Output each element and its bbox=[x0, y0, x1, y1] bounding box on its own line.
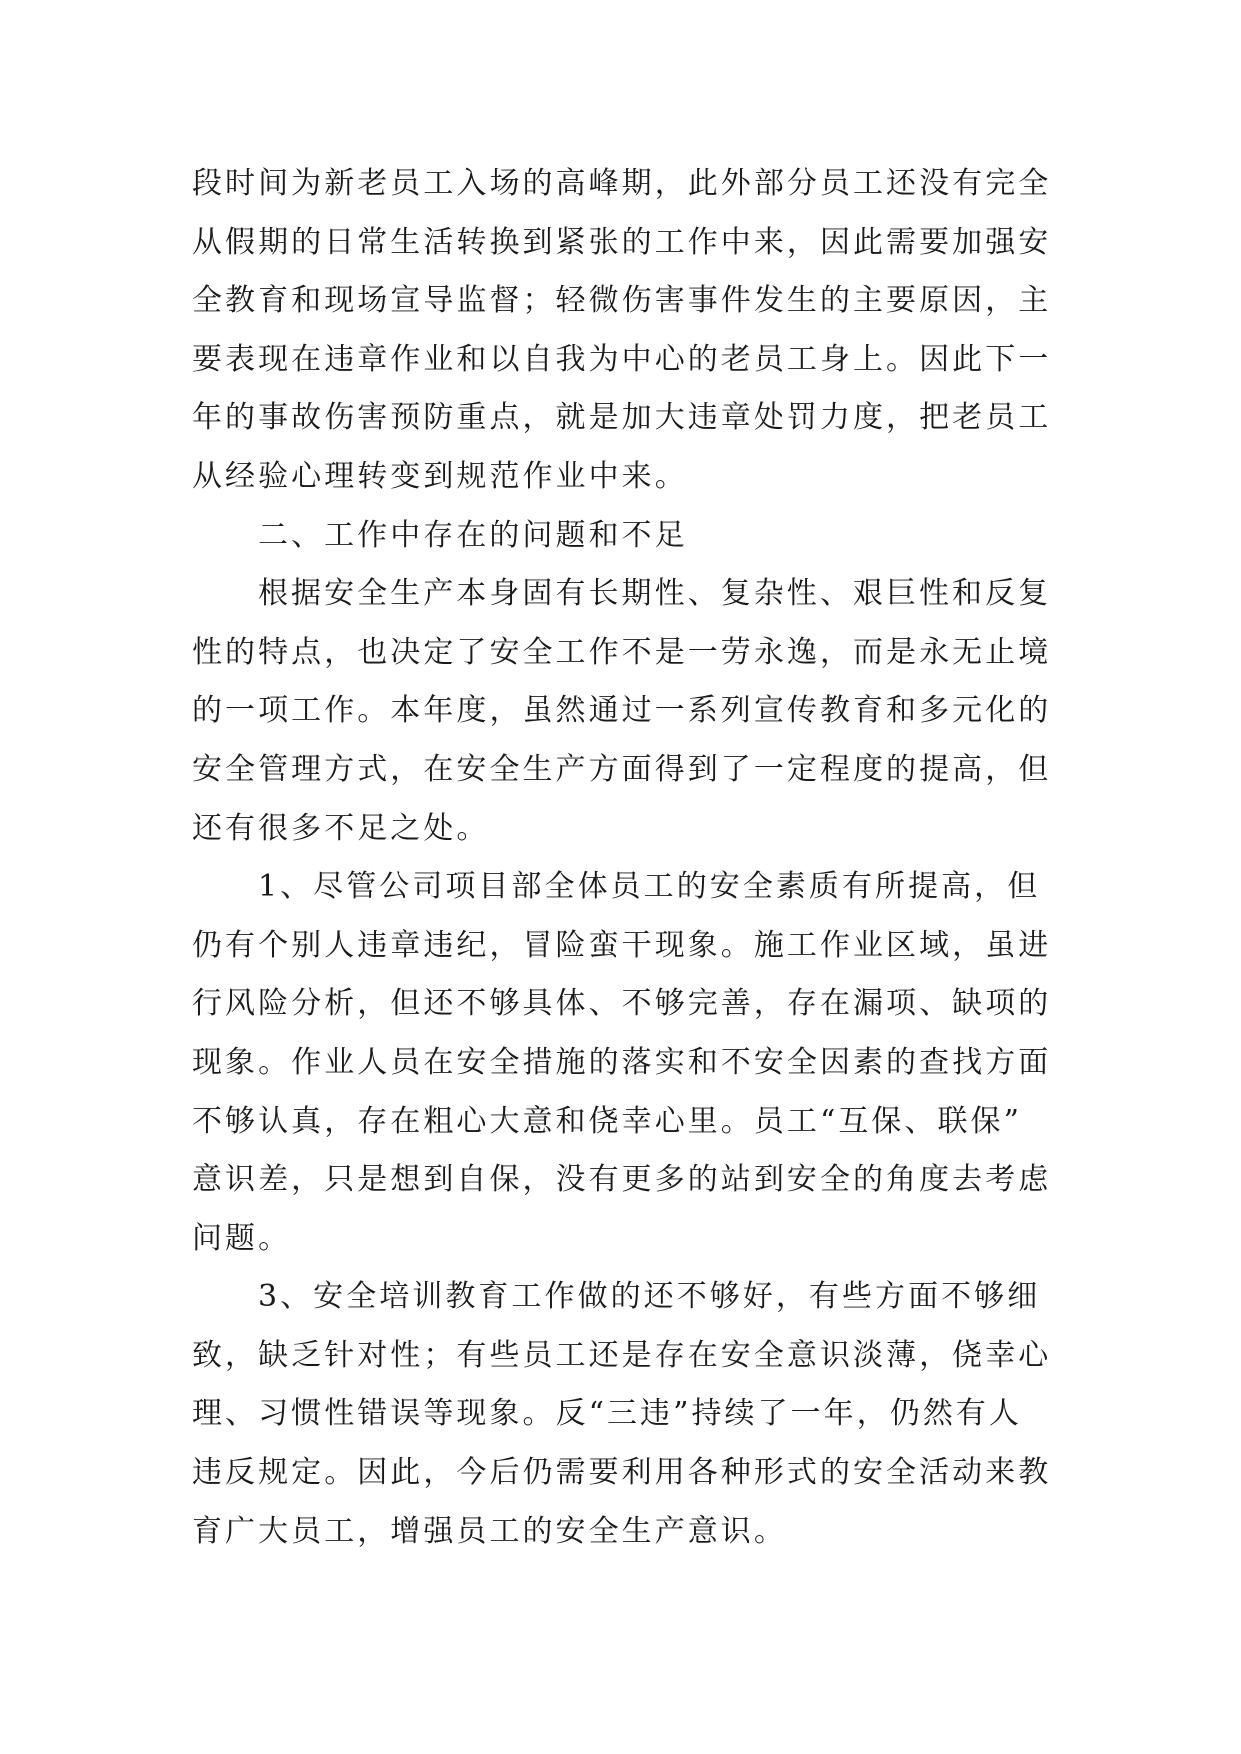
text-line: 违反规定。因此，今后仍需要利用各种形式的安全活动来教 bbox=[192, 1455, 1052, 1491]
text-line: 的一项工作。本年度，虽然通过一系列宣传教育和多元化的 bbox=[192, 693, 1052, 729]
text-line: 问题。 bbox=[192, 1220, 292, 1256]
text-line: 段时间为新老员工入场的高峰期，此外部分员工还没有完全 bbox=[192, 166, 1052, 201]
text-line: 意识差，只是想到自保，没有更多的站到安全的角度去考虑 bbox=[192, 1162, 1052, 1198]
text-line: 从经验心理转变到规范作业中来。 bbox=[192, 458, 688, 494]
text-line: 致，缺乏针对性；有些员工还是存在安全意识淡薄，侥幸心 bbox=[192, 1337, 1052, 1373]
text-line: 仍有个别人违章违纪，冒险蛮干现象。施工作业区域，虽进 bbox=[192, 927, 1052, 963]
text-line: 1、尽管公司项目部全体员工的安全素质有所提高，但 bbox=[258, 869, 1041, 905]
text-line: 3、安全培训教育工作做的还不够好，有些方面不够细 bbox=[258, 1279, 1041, 1315]
text-line: 根据安全生产本身固有长期性、复杂性、艰巨性和反复 bbox=[258, 576, 1052, 612]
text-line: 现象。作业人员在安全措施的落实和不安全因素的查找方面 bbox=[192, 1044, 1052, 1080]
text-line: 从假期的日常生活转换到紧张的工作中来，因此需要加强安 bbox=[192, 224, 1052, 260]
text-line: 不够认真，存在粗心大意和侥幸心里。员工“互保、联保” bbox=[192, 1103, 1022, 1139]
text-line: 全教育和现场宣导监督；轻微伤害事件发生的主要原因，主 bbox=[192, 283, 1052, 319]
text-line: 年的事故伤害预防重点，就是加大违章处罚力度，把老员工 bbox=[192, 400, 1052, 436]
text-line: 性的特点，也决定了安全工作不是一劳永逸，而是永无止境 bbox=[192, 634, 1052, 670]
document-body bbox=[192, 155, 1050, 1561]
text-line: 要表现在违章作业和以自我为中心的老员工身上。因此下一 bbox=[192, 341, 1052, 377]
text-line: 还有很多不足之处。 bbox=[192, 810, 490, 846]
text-line: 行风险分析，但还不够具体、不够完善，存在漏项、缺项的 bbox=[192, 986, 1052, 1022]
section-heading: 二、工作中存在的问题和不足 bbox=[258, 517, 688, 553]
text-line: 安全管理方式，在安全生产方面得到了一定程度的提高，但 bbox=[192, 751, 1052, 787]
text-line: 理、习惯性错误等现象。反“三违”持续了一年，仍然有人 bbox=[192, 1396, 1022, 1432]
text-line: 育广大员工，增强员工的安全生产意识。 bbox=[192, 1513, 787, 1549]
